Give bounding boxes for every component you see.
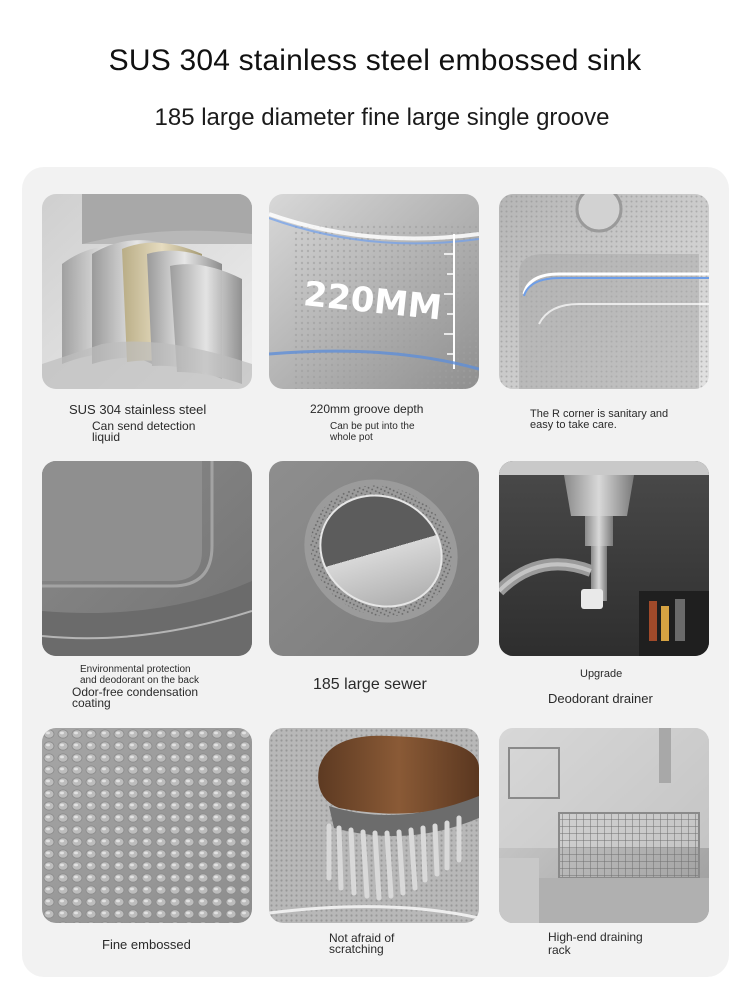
- coating-illustration: [42, 461, 252, 656]
- drainer-illustration: [499, 461, 709, 656]
- card-sus304-desc-2: liquid: [92, 430, 121, 444]
- embossed-illustration: [42, 728, 252, 923]
- r-corner-illustration: [499, 194, 709, 389]
- card-depth-desc-1: Can be put into the: [330, 421, 415, 432]
- depth-overlay-text: 220MM: [301, 274, 444, 329]
- groove-depth-illustration: [269, 194, 479, 389]
- card-scratch-desc-2: scratching: [329, 942, 384, 956]
- card-sus304-title: SUS 304 stainless steel: [69, 402, 207, 417]
- card-rcorner-desc-2: easy to take care.: [530, 419, 617, 431]
- card-rack-desc-1: High-end draining: [548, 930, 643, 944]
- drainer-photo: [499, 461, 709, 656]
- card-depth-title: 220mm groove depth: [310, 402, 424, 416]
- page-title: SUS 304 stainless steel embossed sink: [108, 44, 642, 77]
- card-coating-desc-1: Environmental protection: [80, 664, 191, 675]
- steel-sheets-illustration: [42, 194, 252, 389]
- rack-photo: [499, 728, 709, 923]
- feature-panel: [22, 167, 729, 977]
- card-sewer-title: 185 large sewer: [313, 676, 427, 693]
- card-depth-desc-2: whole pot: [330, 432, 373, 443]
- embossed-photo: [42, 728, 252, 923]
- card-coating-title-2: coating: [72, 696, 111, 710]
- card-drainer-title: Deodorant drainer: [548, 691, 653, 706]
- steel-sheets-photo: [42, 194, 252, 389]
- card-coating-desc-2: and deodorant on the back: [80, 675, 199, 686]
- r-corner-photo: [499, 194, 709, 389]
- scratch-photo: [269, 728, 479, 923]
- sewer-illustration: [269, 461, 479, 656]
- page-subtitle: 185 large diameter fine large single groove: [154, 104, 610, 131]
- card-rack-desc-2: rack: [548, 943, 571, 957]
- card-drainer-label: Upgrade: [580, 668, 623, 680]
- card-coating-title-1: Odor-free condensation: [72, 685, 199, 699]
- coating-photo: [42, 461, 252, 656]
- groove-depth-photo: [269, 194, 479, 389]
- card-embossed-title: Fine embossed: [102, 937, 191, 952]
- card-rcorner-desc-1: The R corner is sanitary and: [530, 408, 669, 420]
- card-sus304-desc-1: Can send detection: [92, 419, 196, 433]
- card-scratch-desc-1: Not afraid of: [329, 931, 395, 945]
- scratch-illustration: [269, 728, 479, 923]
- sewer-photo: [269, 461, 479, 656]
- rack-illustration: [499, 728, 709, 923]
